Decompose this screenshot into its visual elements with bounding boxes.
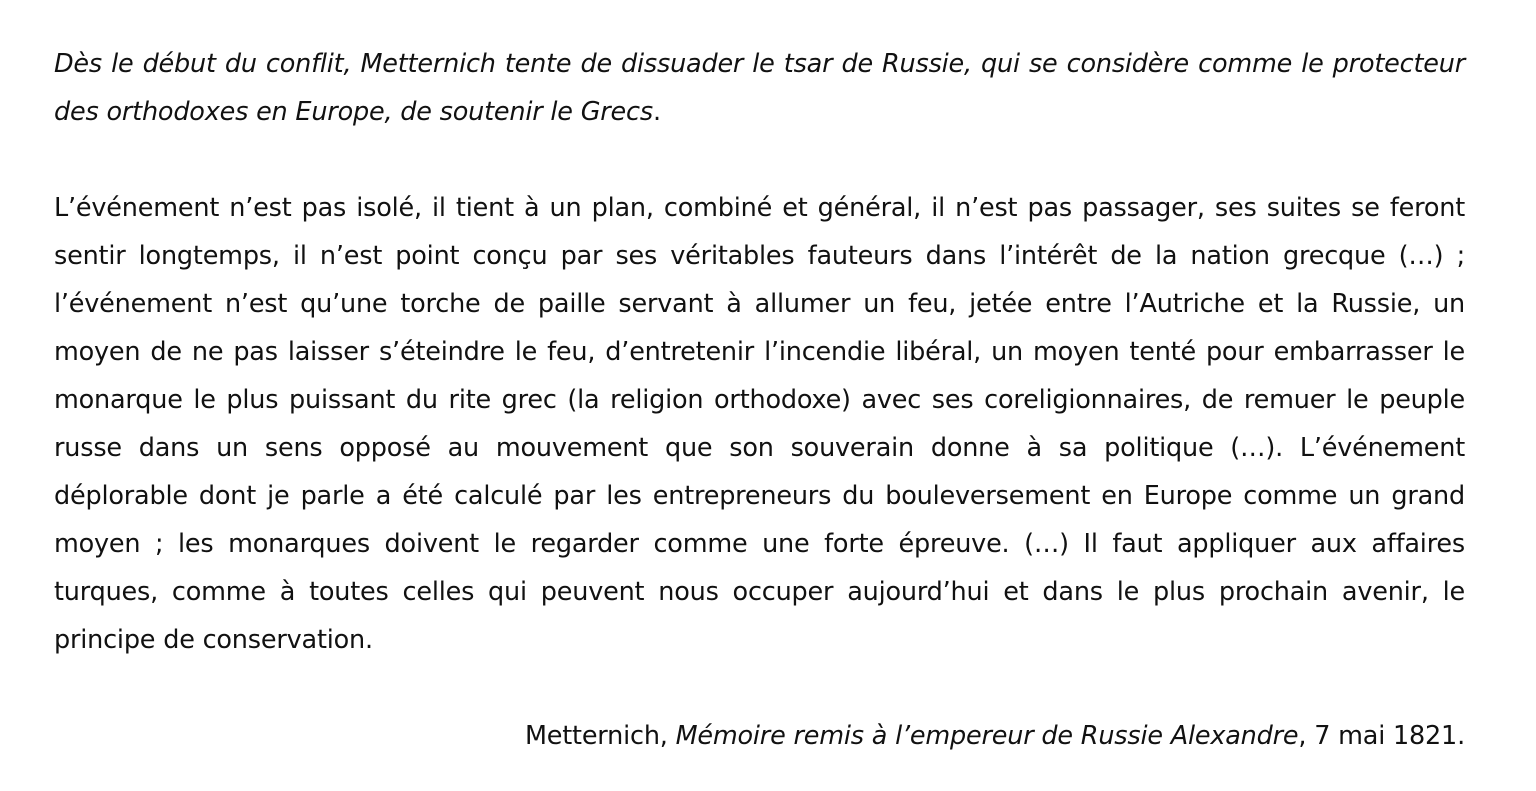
source-author: Metternich,	[524, 721, 676, 751]
intro-paragraph	[54, 40, 1465, 136]
source-date: , 7 mai 1821.	[1298, 721, 1465, 751]
source-citation	[54, 712, 1465, 760]
source-title: Mémoire remis à l’empereur de Russie Alexandre	[675, 721, 1299, 751]
intro-text: Dès le début du conflit, Metternich tente de dissuader le tsar de Russie, qui se considère comme le protecteur des orthodoxes en Europe, de soutenir le Grecs	[54, 49, 1465, 127]
intro-end-punctuation: .	[652, 97, 661, 127]
quote-paragraph: L’événement n’est pas isolé, il tient à un plan, combiné et général, il n’est pas passager, ses suites se feront sentir longtemps, il n’est point conçu par ses véritables fauteurs dans l’intérêt de la nation grecque (…) ; l’événement n’est qu’une torche de paille servant à allumer un feu, jetée entre l’Autriche et la Russie, un moyen de ne pas laisser s’éteindre le feu, d’entretenir l’incendie libéral, un moyen tenté pour embarrasser le monarque le plus puissant du rite grec (la religion orthodoxe) avec ses coreligionnaires, de remuer le peuple russe dans un sens opposé au mouvement que son souverain donne à sa politique (…). L’événement déplorable dont je parle a été calculé par les entrepreneurs du bouleversement en Europe comme un grand moyen ; les monarques doivent le regarder comme une forte épreuve. (…) Il faut appliquer aux affaires turques, comme à toutes celles qui peuvent nous occuper aujourd’hui et dans le plus prochain avenir, le principe de conservation.	[54, 193, 1465, 655]
